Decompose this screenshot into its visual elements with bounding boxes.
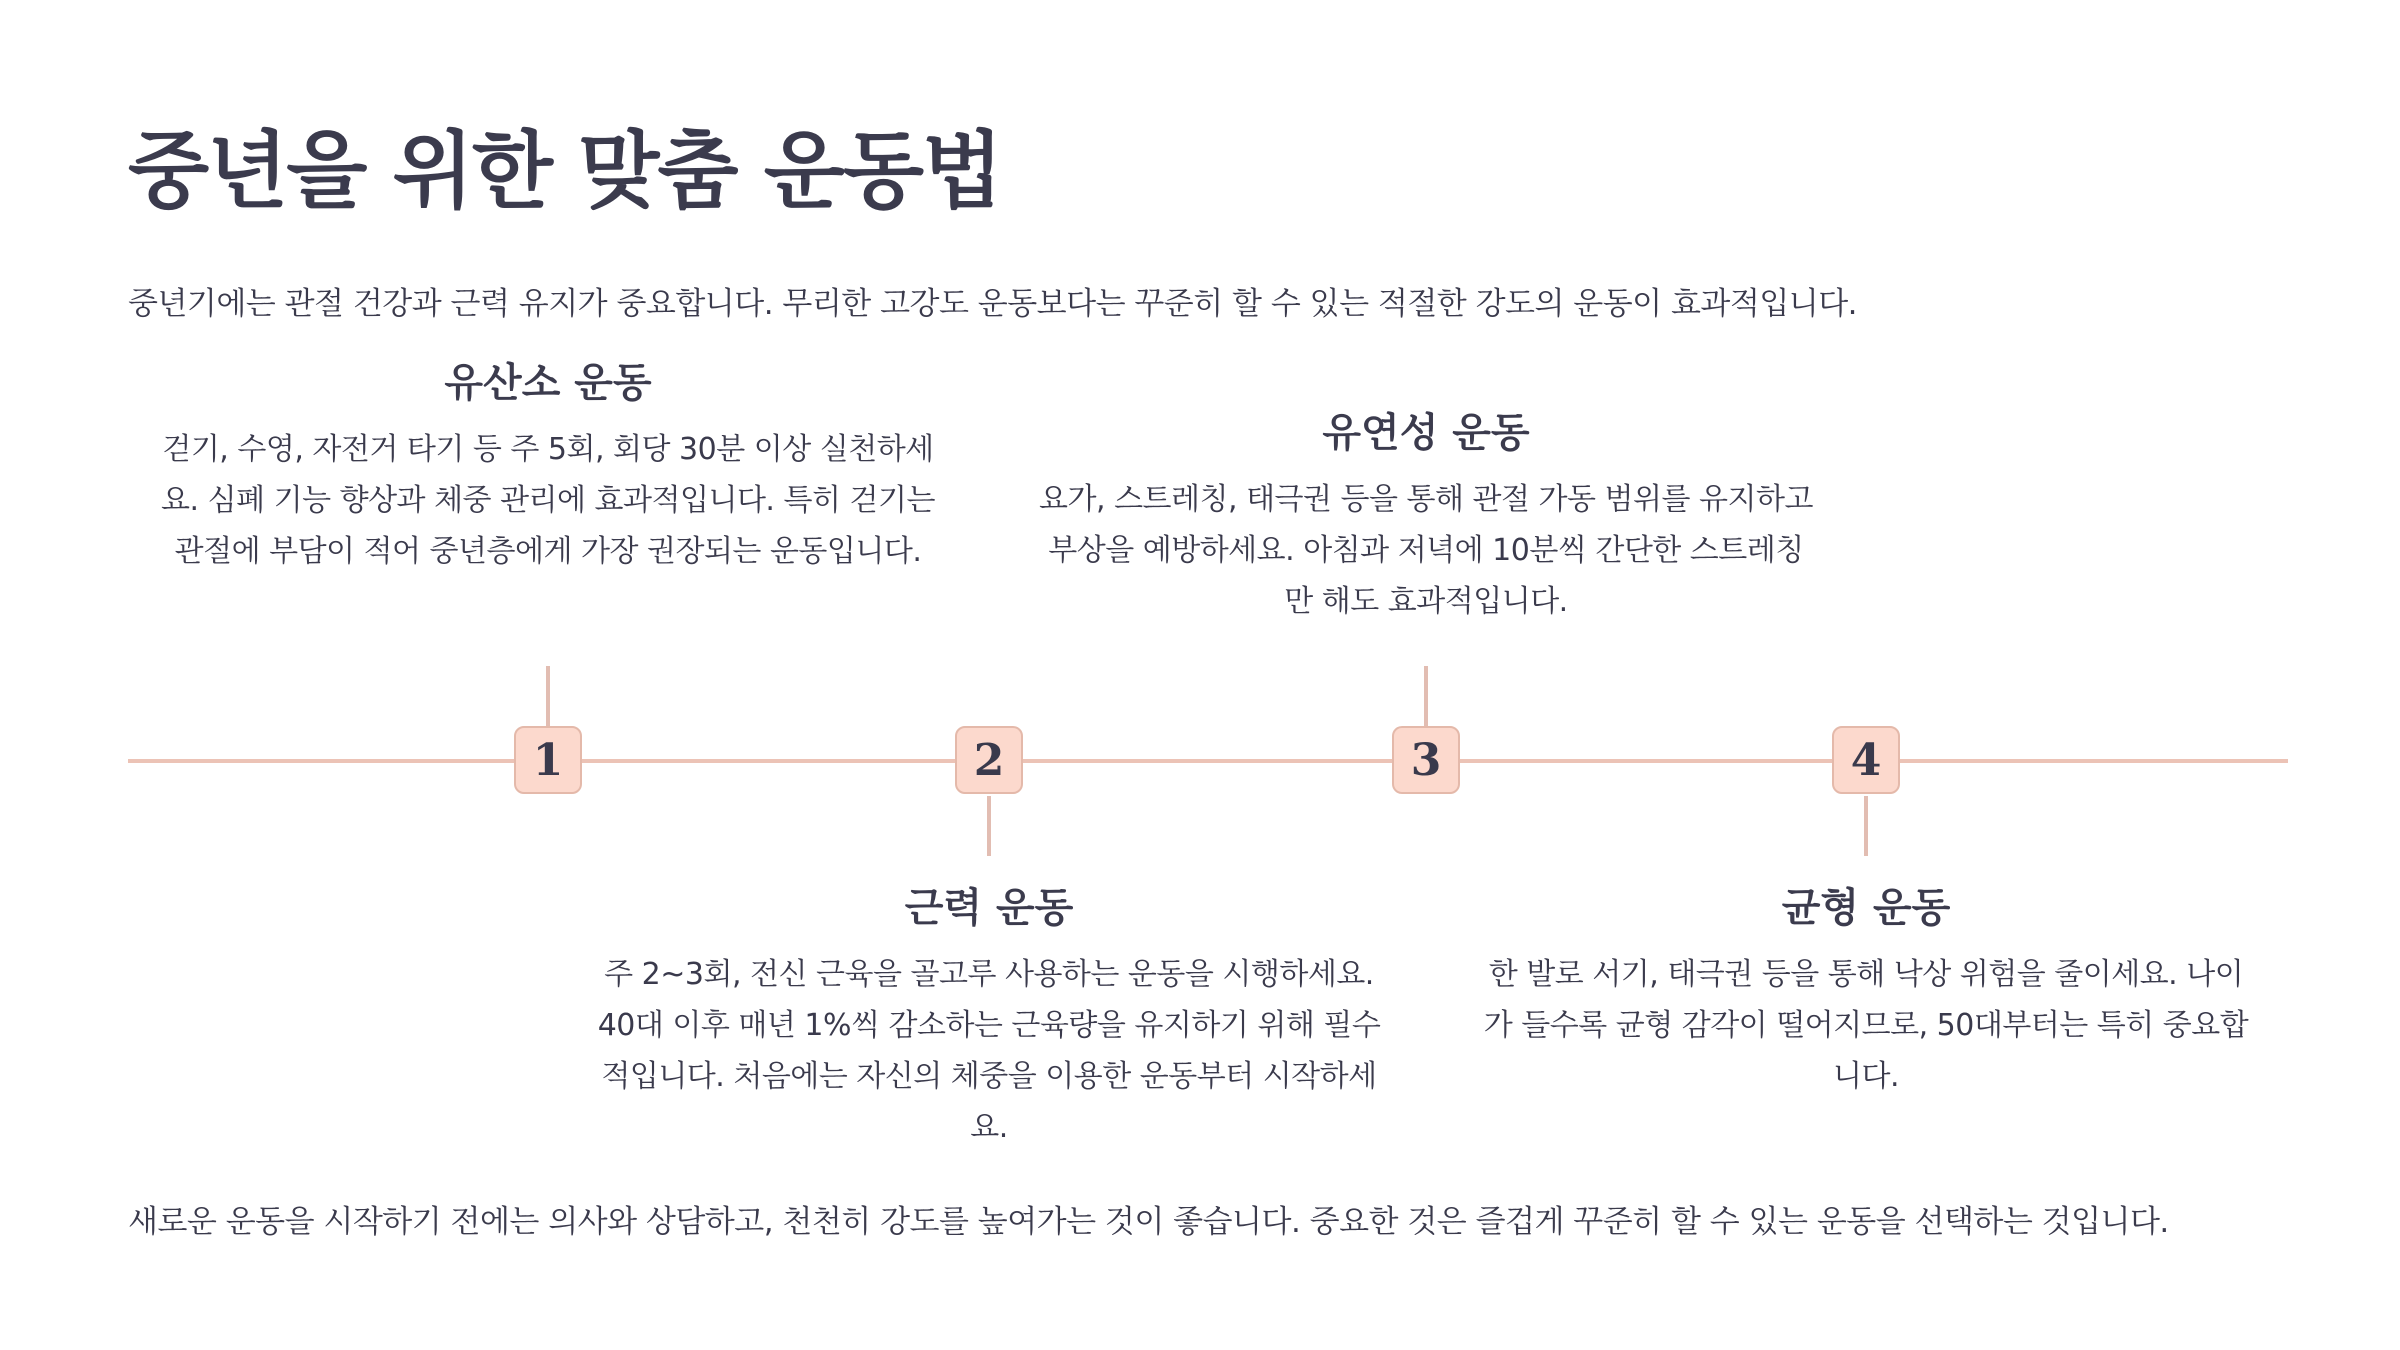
timeline-item-strength	[589, 883, 1389, 1153]
timeline-item-title: 균형 운동	[1781, 885, 1951, 931]
timeline-item-flexibility	[1026, 408, 1826, 627]
timeline-stem	[987, 796, 991, 856]
intro-text: 중년기에는 관절 건강과 근력 유지가 중요합니다. 무리한 고강도 운동보다는 꾸준히 할 수 있는 적절한 강도의 운동이 효과적입니다.	[128, 286, 1858, 322]
timeline-item-text: 한 발로 서기, 태극권 등을 통해 낙상 위험을 줄이세요. 나이가 들수록 균형 감각이 떨어지므로, 50대부터는 특히 중요합니다.	[1483, 957, 2249, 1094]
timeline-marker-4: 4	[1832, 726, 1900, 794]
timeline-item-balance	[1466, 883, 2266, 1102]
timeline-marker-2: 2	[955, 726, 1023, 794]
timeline-stem	[546, 666, 550, 726]
timeline-marker-3: 3	[1392, 726, 1460, 794]
timeline-item-text: 걷기, 수영, 자전거 타기 등 주 5회, 회당 30분 이상 실천하세요. 심폐 기능 향상과 체중 관리에 효과적입니다. 특히 걷기는 관절에 부담이 적어 중년층에게 가장 권장되는 운동입니다.	[161, 432, 935, 569]
timeline-item-text: 요가, 스트레칭, 태극권 등을 통해 관절 가동 범위를 유지하고 부상을 예방하세요. 아침과 저녁에 10분씩 간단한 스트레칭만 해도 효과적입니다.	[1039, 482, 1813, 619]
timeline-stem	[1424, 666, 1428, 726]
timeline-item-title: 근력 운동	[904, 885, 1074, 931]
outro-text: 새로운 운동을 시작하기 전에는 의사와 상담하고, 천천히 강도를 높여가는 것이 좋습니다. 중요한 것은 즐겁게 꾸준히 할 수 있는 운동을 선택하는 것입니다.	[128, 1204, 2169, 1240]
timeline-item-text: 주 2~3회, 전신 근육을 골고루 사용하는 운동을 시행하세요. 40대 이후 매년 1%씩 감소하는 근육량을 유지하기 위해 필수적입니다. 처음에는 자신의 체중을 이용한 운동부터 시작하세요.	[597, 957, 1381, 1145]
timeline-axis	[128, 759, 2288, 763]
page-title: 중년을 위한 맞춤 운동법	[128, 122, 1002, 220]
timeline-stem	[1864, 796, 1868, 856]
timeline-item-title: 유연성 운동	[1322, 410, 1530, 456]
timeline-marker-1: 1	[514, 726, 582, 794]
timeline-item-title: 유산소 운동	[444, 360, 652, 406]
timeline-item-aerobic	[148, 358, 948, 577]
